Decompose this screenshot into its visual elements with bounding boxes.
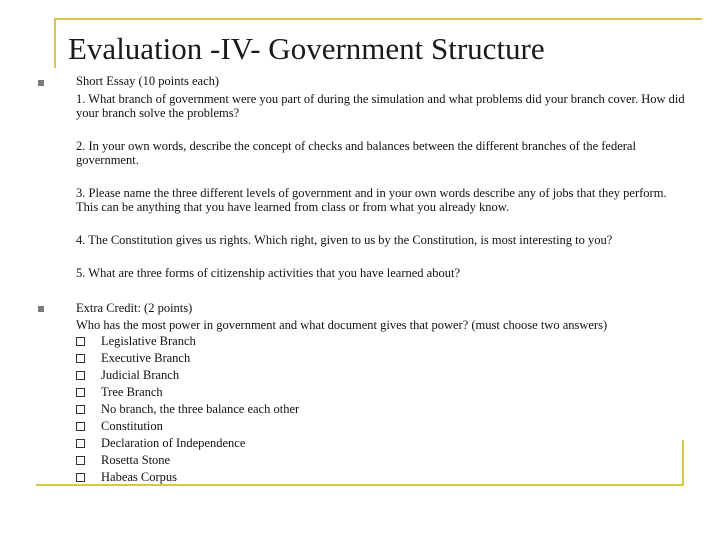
- option-judicial-branch[interactable]: [76, 368, 179, 382]
- extra-credit-question: Who has the most power in government and what document gives that power? (must choose two answers): [76, 318, 608, 332]
- option-label: Declaration of Independence: [101, 436, 246, 450]
- question-3: 3. Please name the three different levels of government and in your own words describe any of jobs that they perform. This can be anything that you have learned from class or from what you already know.: [76, 186, 667, 214]
- checkbox-icon[interactable]: [76, 456, 85, 465]
- section1-heading: Short Essay (10 points each): [76, 74, 220, 88]
- checkbox-icon[interactable]: [76, 405, 85, 414]
- option-declaration-of-independence[interactable]: [76, 436, 245, 450]
- top-border-rule: [54, 18, 702, 20]
- page-title: Evaluation -IV- Government Structure: [68, 31, 545, 66]
- option-label: Executive Branch: [101, 351, 191, 365]
- checkbox-icon[interactable]: [76, 337, 85, 346]
- question-1: 1. What branch of government were you part of during the simulation and what problems did your branch cover. How did your branch solve the problems?: [76, 92, 685, 120]
- checkbox-icon[interactable]: [76, 473, 85, 482]
- option-legislative-branch[interactable]: [76, 334, 196, 348]
- checkbox-icon[interactable]: [76, 422, 85, 431]
- right-border-rule: [682, 440, 684, 486]
- option-label: Legislative Branch: [101, 334, 196, 348]
- option-label: Habeas Corpus: [101, 470, 178, 484]
- bullet-icon: [38, 80, 44, 86]
- section2-heading: Extra Credit: (2 points): [76, 301, 193, 315]
- option-no-branch[interactable]: [76, 402, 299, 416]
- option-label: No branch, the three balance each other: [101, 402, 300, 416]
- option-label: Tree Branch: [101, 385, 163, 399]
- checkbox-icon[interactable]: [76, 388, 85, 397]
- option-tree-branch[interactable]: [76, 385, 163, 399]
- question-4: 4. The Constitution gives us rights. Which right, given to us by the Constitution, is most interesting to you?: [76, 233, 613, 247]
- checkbox-icon[interactable]: [76, 371, 85, 380]
- bullet-icon: [38, 306, 44, 312]
- option-constitution[interactable]: [76, 419, 163, 433]
- left-border-rule: [54, 18, 56, 68]
- checkbox-icon[interactable]: [76, 354, 85, 363]
- option-label: Constitution: [101, 419, 163, 433]
- question-5: 5. What are three forms of citizenship activities that you have learned about?: [76, 266, 460, 280]
- option-rosetta-stone[interactable]: [76, 453, 170, 467]
- bottom-border-rule: [36, 484, 684, 486]
- option-label: Judicial Branch: [101, 368, 180, 382]
- question-2: 2. In your own words, describe the concept of checks and balances between the different branches of the federal government.: [76, 139, 636, 167]
- option-habeas-corpus[interactable]: [76, 470, 177, 484]
- option-executive-branch[interactable]: [76, 351, 190, 365]
- checkbox-icon[interactable]: [76, 439, 85, 448]
- option-label: Rosetta Stone: [101, 453, 171, 467]
